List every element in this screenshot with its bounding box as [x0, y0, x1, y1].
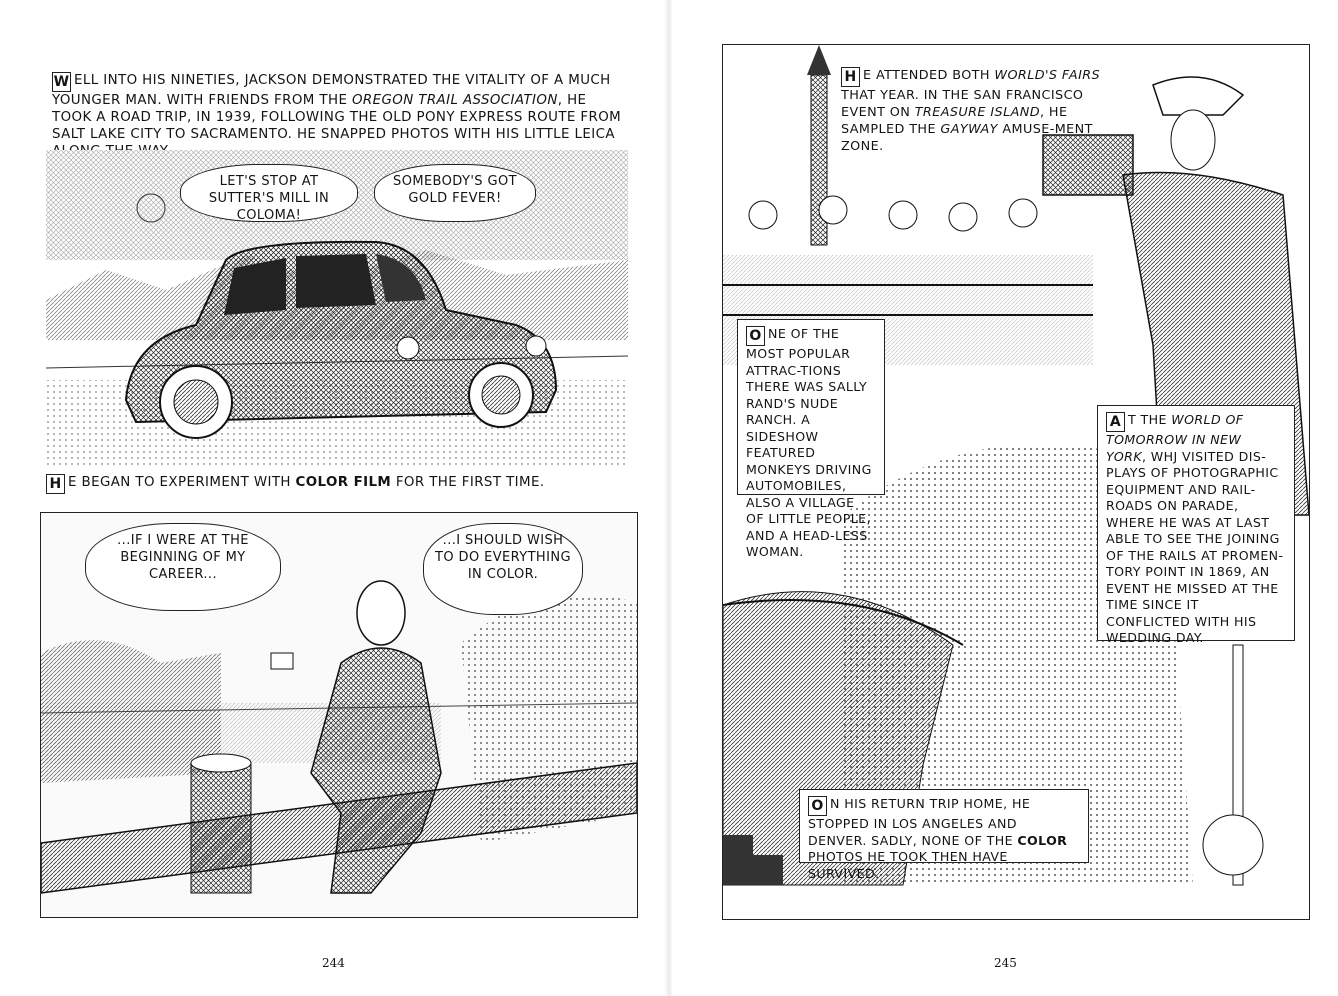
- speech-balloon: SOMEBODY'S GOT GOLD FEVER!: [374, 164, 536, 222]
- drop-cap: O: [746, 326, 765, 346]
- portrait-panel: [40, 512, 638, 918]
- caption-text: , HE SAMPLED THE: [841, 105, 1068, 137]
- caption-emphasis: GAYWAY: [940, 122, 998, 137]
- caption-text: AMUSE-MENT ZONE.: [841, 122, 1093, 154]
- caption-text: E ATTENDED BOTH: [863, 68, 995, 83]
- caption-emphasis: COLOR FILM: [295, 475, 392, 490]
- speech-balloon: ...I SHOULD WISH TO DO EVERYTHING IN COLOR.: [423, 523, 583, 615]
- drop-cap: W: [53, 74, 70, 90]
- caption-text: NE OF THE MOST POPULAR ATTRAC-TIONS THERE WAS SALLY RAND'S NUDE RANCH. A SIDESHOW FEATURED MONKEYS DRIVING AUTOMOBILES, ALSO A VILLAGE OF LITTLE PEOPLE, AND A HEAD-LESS WOMAN.: [746, 326, 872, 559]
- intro-caption: [52, 72, 622, 160]
- drop-cap: H: [46, 474, 65, 494]
- caption-text: N HIS RETURN TRIP HOME, HE STOPPED IN LOS ANGELES AND DENVER. SADLY, NONE OF THE: [808, 796, 1031, 848]
- caption-emphasis: COLOR: [1017, 832, 1068, 848]
- drop-cap: A: [1106, 412, 1125, 432]
- car-panel: [46, 150, 628, 468]
- page-number: 244: [322, 956, 345, 970]
- caption-text: PHOTOS HE TOOK THEN HAVE SURVIVED.: [808, 849, 1008, 881]
- caption-text: E BEGAN TO EXPERIMENT WITH: [68, 475, 296, 490]
- caption-text: , HE TOOK A ROAD TRIP, IN 1939, FOLLOWING THE OLD PONY EXPRESS ROUTE FROM SALT LAKE CITY TO SACRAMENTO. HE SNAPPED PHOTOS WITH HIS LITTLE LEICA: [52, 93, 622, 142]
- caption-text: THAT YEAR. IN THE SAN FRANCISCO EVENT ON: [841, 88, 1084, 120]
- world-of-tomorrow-caption: [1097, 405, 1295, 645]
- caption-text: , WHJ VISITED DIS-PLAYS OF PHOTOGRAPHIC EQUIPMENT AND RAIL-ROADS ON PARADE, WHERE HE WAS AT LAST ABLE TO SEE THE JOINING OF THE RAILS AT PROMEN-TORY POINT IN 1869, AN EVENT HE MISSED AT THE TIME SINCE IT CONFLICTED WITH HIS WEDDING DAY.: [1106, 448, 1284, 645]
- caption-emphasis: TREASURE ISLAND: [914, 105, 1040, 120]
- speech-balloon: LET'S STOP AT SUTTER'S MILL IN COLOMA!: [180, 164, 358, 222]
- drop-cap: H: [841, 67, 860, 87]
- caption-emphasis: WORLD'S FAIRS: [994, 68, 1101, 83]
- speech-balloon: ...IF I WERE AT THE BEGINNING OF MY CAREER...: [85, 523, 281, 611]
- caption-text: ELL INTO HIS NINETIES, JACKSON DEMONSTRATED THE VITALITY OF A MUCH YOUNGER MAN. WITH FRIENDS FROM THE: [52, 73, 611, 108]
- caption-emphasis: OREGON TRAIL ASSOCIATION: [351, 93, 558, 108]
- drop-cap: O: [808, 796, 827, 816]
- worlds-fairs-caption: [841, 67, 1109, 155]
- dancers: [749, 196, 1037, 231]
- attractions-caption: [737, 319, 885, 559]
- right-page: [672, 0, 1338, 996]
- return-trip-caption: [799, 789, 1089, 881]
- caption-text: FOR THE FIRST TIME.: [391, 475, 545, 490]
- page-number: 245: [994, 956, 1017, 970]
- left-page: [0, 0, 666, 996]
- color-film-caption: [46, 474, 636, 494]
- fair-panel: [722, 44, 1310, 920]
- caption-emphasis: WORLD OF TOMORROW IN NEW YORK: [1106, 412, 1244, 464]
- caption-text: T THE: [1128, 412, 1172, 427]
